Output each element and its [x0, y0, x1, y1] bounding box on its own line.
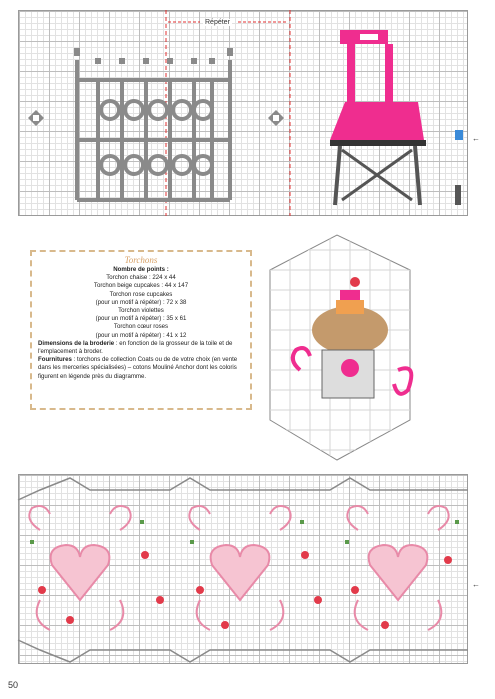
blue-marker [455, 130, 463, 140]
heart-motif-3 [369, 545, 428, 600]
diamond-ornament-mid-center [273, 115, 279, 121]
info-line: (pour un motif à répéter) : 35 x 61 [95, 315, 187, 323]
gate-finials [74, 48, 233, 64]
chair-motif [330, 30, 426, 205]
info-line: Torchon rose cupcakes [109, 290, 173, 298]
supplies-info-box [30, 250, 252, 410]
diamond-ornament-left-center [33, 115, 39, 121]
heart-motif-1 [51, 545, 110, 600]
arrow-right-icon-bottom: ← [472, 580, 480, 589]
cupcake-chart [270, 230, 411, 460]
dimensions-text: : en fonction de la grosseur de la toile et de l'emplacement à broder. [38, 339, 233, 356]
info-line: Torchon cœur roses [113, 323, 169, 331]
stitch-count-heading: Nombre de points : [113, 266, 169, 273]
heart-motif-2 [211, 545, 270, 600]
dimensions-paragraph [38, 340, 244, 356]
supplies-paragraph [38, 356, 244, 381]
leaves [30, 520, 459, 544]
info-line: Torchon violettes [118, 307, 164, 315]
supplies-text: : torchons de collection Coats ou de de votre choix (en vente dans les merceries spécialisées) – cotons Mouliné Anchor dont les coloris figurent en légende près du diagramme. [38, 356, 238, 380]
chair-leg-next [455, 185, 461, 205]
info-title: Torchons [124, 255, 158, 265]
info-line: Torchon beige cupcakes : 44 x 147 [93, 282, 189, 290]
info-line: (pour un motif à répéter) : 41 x 12 [95, 331, 187, 339]
info-line: (pour un motif à répéter) : 72 x 38 [95, 298, 187, 306]
page-number: 50 [8, 680, 19, 690]
gate-motif [77, 60, 230, 200]
arrow-right-icon: ← [472, 134, 480, 143]
supplies-label: Fournitures [38, 356, 72, 364]
dimensions-label: Dimensions de la broderie [38, 339, 115, 347]
repeat-label: Répéter [205, 19, 230, 26]
info-line: Torchon chaise : 224 x 44 [106, 274, 176, 282]
